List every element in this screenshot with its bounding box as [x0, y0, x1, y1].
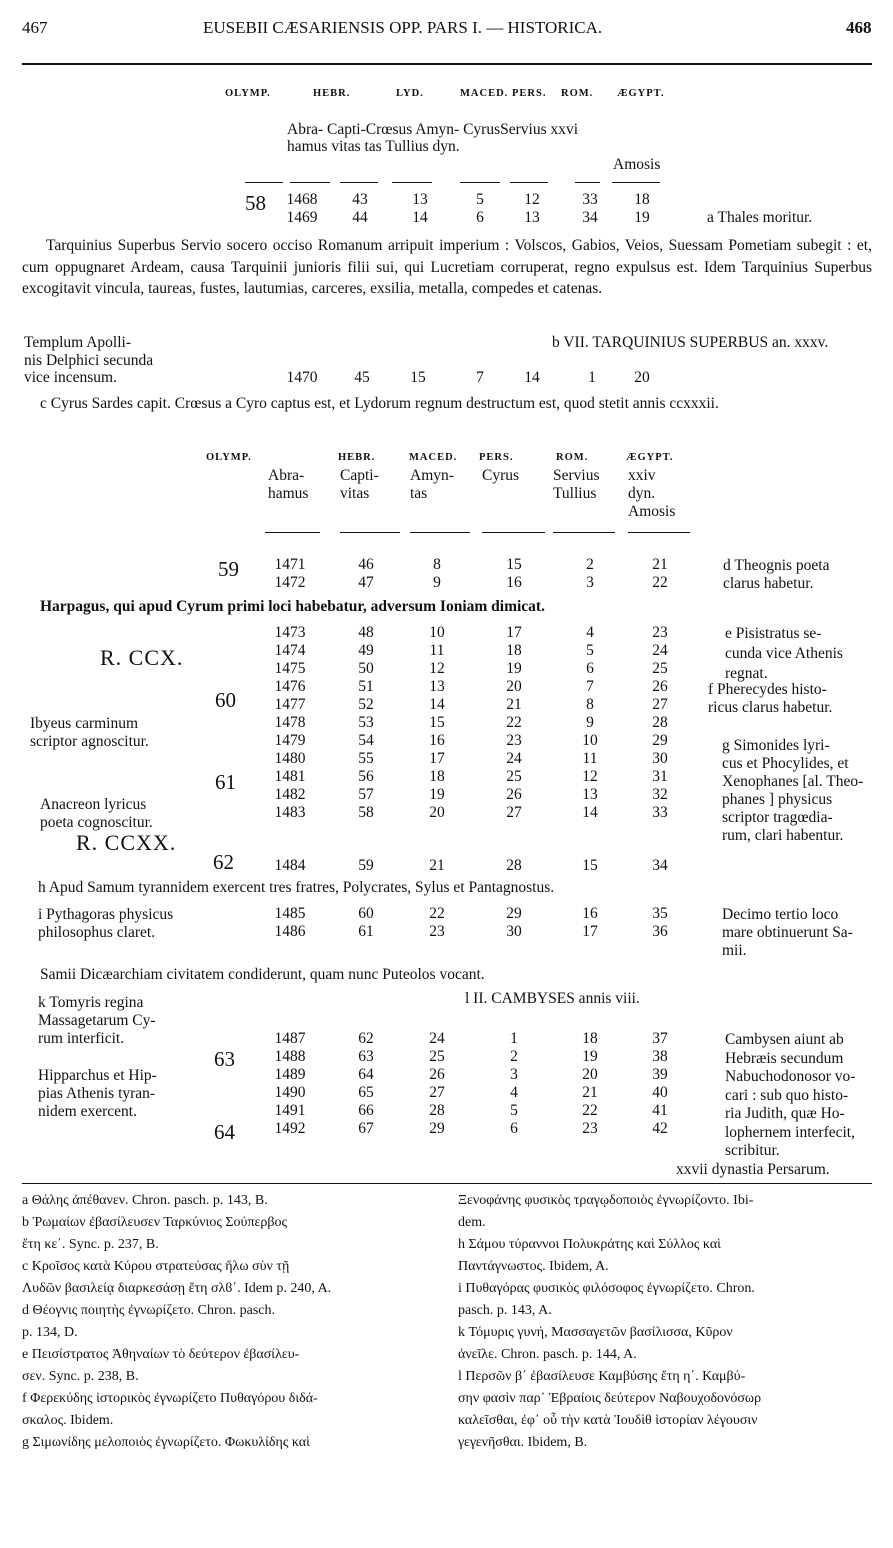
- block3-cell: 49: [358, 642, 374, 659]
- block3-cell: 33: [652, 804, 668, 821]
- table1-rule: [612, 182, 660, 183]
- note-d-line: clarus habetur.: [723, 575, 814, 592]
- row1470-cell: 45: [354, 369, 370, 386]
- block5-cell: 4: [510, 1084, 518, 1101]
- block5-cell: 22: [582, 1102, 598, 1119]
- table2-name: vitas: [340, 485, 370, 502]
- decimo-line: mii.: [722, 942, 747, 959]
- block5-cell: 28: [429, 1102, 445, 1119]
- block5-cell: 26: [429, 1066, 445, 1083]
- footnote-line: i Πυθαγόρας φυσικὸς φιλόσοφος ἐγνωρίζετο. Chron.: [458, 1281, 755, 1296]
- block3-cell: 22: [506, 714, 522, 731]
- table1-rule: [392, 182, 432, 183]
- table2-col-header: MACED.: [409, 452, 458, 463]
- row1470-cell: 15: [410, 369, 426, 386]
- hipparchus-line: Hipparchus et Hip-: [38, 1067, 157, 1084]
- block3-cell: 26: [506, 786, 522, 803]
- header-rule: [22, 63, 872, 65]
- block3-cell: 8: [586, 696, 594, 713]
- table1-cell: 43: [352, 191, 368, 208]
- table2-name: xxiv: [628, 467, 656, 484]
- table2-name: Tullius: [553, 485, 597, 502]
- note-g-line: scriptor tragœdia-: [722, 809, 833, 826]
- table2-cell: 46: [358, 556, 374, 573]
- block5-cell: 18: [582, 1030, 598, 1047]
- cambysen-line: cari : sub quo histo-: [725, 1086, 849, 1104]
- cambysen-line: Nabuchodonosor vo-: [725, 1068, 856, 1085]
- block4-cell: 23: [429, 923, 445, 940]
- table2-olymp: 59: [218, 557, 239, 581]
- block3-cell: 21: [506, 696, 522, 713]
- table1-names-line1: Abra- Capti-Crœsus Amyn- CyrusServius xxvi: [287, 121, 579, 138]
- footnote-line: c Κροῖσος κατὰ Κύρου στρατεύσας ἥλω σὺν τῇ: [22, 1259, 290, 1274]
- row1470-cell: 14: [524, 369, 540, 386]
- pythagoras-line: i Pythagoras physicus: [38, 906, 174, 923]
- table1-names-line2: hamus vitas tas Tullius dyn.: [287, 138, 460, 155]
- table2-col-header: PERS.: [479, 452, 514, 463]
- table2-cell: 8: [433, 556, 441, 573]
- footnote-line: h Σάμου τύραννοι Πολυκράτης καὶ Σύλλος καὶ: [458, 1237, 721, 1252]
- block5-cell: 29: [429, 1120, 445, 1137]
- block4-cell: 16: [582, 905, 598, 922]
- table2-rule: [553, 532, 615, 533]
- note-f-line: ricus clarus habetur.: [708, 699, 833, 716]
- table1-col-header: LYD.: [396, 88, 424, 99]
- note-e-line: e Pisistratus se-: [725, 625, 822, 642]
- block3-cell: 24: [506, 750, 522, 767]
- decimo-line: mare obtinuerunt Sa-: [722, 924, 853, 941]
- block3-cell: 1475: [274, 660, 306, 677]
- block3-cell: 14: [429, 696, 445, 713]
- table2-name: Amyn-: [410, 467, 454, 484]
- table2-name: Servius: [553, 467, 600, 484]
- table2-col-header: ÆGYPT.: [626, 452, 674, 463]
- table2-name: Abra-: [268, 467, 305, 484]
- table1-cell: 13: [524, 209, 540, 226]
- block3-cell: 18: [429, 768, 445, 785]
- block5-cell: 3: [510, 1066, 518, 1083]
- block3-cell: 19: [429, 786, 445, 803]
- block4-cell: 22: [429, 905, 445, 922]
- tomyris-line: Massagetarum Cy-: [38, 1012, 156, 1029]
- cambysen-line: Hebræis secundum: [725, 1049, 844, 1067]
- note-f-line: f Pherecydes histo-: [708, 681, 827, 698]
- block3-cell: 10: [429, 624, 445, 641]
- footnote-line: σεν. Sync. p. 238, B.: [22, 1369, 139, 1384]
- block3-cell: 32: [652, 786, 668, 803]
- anacreon-line: poeta cognoscitur.: [40, 814, 153, 831]
- note-g-line: Xenophanes [al. Theo-: [722, 773, 864, 790]
- block4-cell: 35: [652, 905, 668, 922]
- block3-cell: 20: [506, 678, 522, 695]
- table1-rule: [510, 182, 548, 183]
- block5-cell: 41: [652, 1102, 668, 1119]
- table1-rule: [290, 182, 330, 183]
- cambysen-line: Cambysen aiunt ab: [725, 1031, 844, 1048]
- block3-cell: 18: [506, 642, 522, 659]
- table1-cell: 19: [634, 209, 650, 226]
- footnote-line: Παντάγνωστος. Ibidem, A.: [458, 1259, 609, 1274]
- block3-cell: 1473: [274, 624, 306, 641]
- footnote-line: a Θάλης ἀπέθανεν. Chron. pasch. p. 143, B.: [22, 1193, 268, 1208]
- footnote-line: f Φερεκύδης ἱστορικὸς ἐγνωρίζετο Πυθαγόρου διδά-: [22, 1391, 318, 1406]
- table1-col-header: HEBR.: [313, 88, 351, 99]
- page-number-right: 468: [846, 18, 872, 37]
- block3-cell: 28: [506, 857, 522, 874]
- block5-cell: 1490: [274, 1084, 306, 1101]
- block3-cell: 17: [506, 624, 522, 641]
- cambysen-line: ria Judith, quæ Ho-: [725, 1105, 845, 1122]
- table2-cell: 15: [506, 556, 522, 573]
- block3-cell: 59: [358, 857, 374, 874]
- running-title: EUSEBII CÆSARIENSIS OPP. PARS I. — HISTORICA.: [203, 18, 603, 37]
- block3-cell: 23: [652, 624, 668, 641]
- block3-cell: 56: [358, 768, 374, 785]
- block5-cell: 1491: [274, 1102, 306, 1119]
- block3-cell: 15: [429, 714, 445, 731]
- paragraph-samos: h Apud Samum tyrannidem exercent tres fratres, Polycrates, Sylus et Pantagnostus.: [38, 879, 555, 896]
- block4-cell: 1486: [274, 923, 306, 940]
- block3-cell: 15: [582, 857, 598, 874]
- block5-cell: 42: [652, 1120, 668, 1137]
- block3-cell: 9: [586, 714, 594, 731]
- block5-cell: 62: [358, 1030, 374, 1047]
- block3-cell: 25: [506, 768, 522, 785]
- block3-cell: 11: [429, 642, 445, 659]
- table1-names-line3: Amosis: [613, 156, 661, 173]
- block3-cell: 1474: [274, 642, 306, 659]
- block5-cell: 23: [582, 1120, 598, 1137]
- footnote-line: Ξενοφάνης φυσικὸς τραγῳδοποιὸς ἐγνωρίζοντο. Ibi-: [458, 1193, 754, 1208]
- block3-cell: 30: [652, 750, 668, 767]
- table1-cell: 33: [582, 191, 598, 208]
- table1-col-header: PERS.: [512, 88, 547, 99]
- table2-name: dyn.: [628, 485, 656, 502]
- block5-cell: 66: [358, 1102, 374, 1119]
- olymp-61: 61: [215, 770, 236, 794]
- paragraph-tarquinius: Tarquinius Superbus Servio socero occiso Romanum arripuit imperium : Volscos, Gabios, Veios, Suessam Pometiam subegit : et, cum oppugnaret Ardeam, causa Tarquinii junioris filii sui, qui Lucretiam corruperat, regno expulsus est. Idem Tarquinius Superbus excogitavit vincula, taureas, fustes, lautumias, carceres, exsilia, metalla, compedes et catenas.: [22, 237, 872, 297]
- block3-cell: 1483: [274, 804, 306, 821]
- block3-cell: 54: [358, 732, 374, 749]
- note-d-line: d Theognis poeta: [723, 557, 830, 574]
- cambysen-line: lophernem interfecit,: [725, 1123, 855, 1141]
- footnote-line: e Πεισίστρατος Ἀθηναίων τὸ δεύτερον ἐβασίλευ-: [22, 1347, 300, 1362]
- reign-b: b VII. TARQUINIUS SUPERBUS an. xxxv.: [552, 334, 829, 351]
- tomyris-line: rum interficit.: [38, 1030, 125, 1047]
- olymp-64: 64: [214, 1120, 235, 1144]
- block5-cell: 38: [652, 1048, 668, 1065]
- block4-cell: 30: [506, 923, 522, 940]
- block3-cell: 1480: [274, 750, 306, 767]
- table2-cell: 1471: [274, 556, 306, 573]
- table1-cell: 14: [412, 209, 428, 226]
- block3-cell: 21: [429, 857, 445, 874]
- block5-cell: 20: [582, 1066, 598, 1083]
- row1470-cell: 20: [634, 369, 650, 386]
- pythagoras-line: philosophus claret.: [38, 924, 156, 941]
- footnote-line: b Ῥωμαίων ἐβασίλευσεν Ταρκύνιος Σούπερβος: [22, 1215, 288, 1230]
- table2-rule: [340, 532, 400, 533]
- row1470-cell: 7: [476, 369, 484, 386]
- footnote-line: σην φασὶν παρ᾽ Ἑβραίοις δεύτερον Ναβουχοδονόσωρ: [458, 1391, 762, 1406]
- block5-cell: 1487: [274, 1030, 306, 1047]
- block5-cell: 37: [652, 1030, 668, 1047]
- block4-cell: 17: [582, 923, 598, 940]
- block3-cell: 29: [652, 732, 668, 749]
- block5-cell: 1489: [274, 1066, 306, 1083]
- block5-cell: 40: [652, 1084, 668, 1101]
- block3-cell: 48: [358, 624, 374, 641]
- block3-cell: 14: [582, 804, 598, 821]
- block3-cell: 53: [358, 714, 374, 731]
- table1-cell: 34: [582, 209, 598, 226]
- footnote-line: ἀνεῖλε. Chron. pasch. p. 144, A.: [458, 1347, 637, 1362]
- regnum-ccx: R. CCX.: [100, 645, 184, 670]
- table1-cell: 18: [634, 191, 650, 208]
- anacreon-line: Anacreon lyricus: [40, 796, 147, 813]
- footnote-line: l Περσῶν β΄ ἐβασίλευσε Καμβύσης ἔτη η΄. Καμβύ-: [458, 1369, 746, 1384]
- block5-cell: 21: [582, 1084, 598, 1101]
- row1470-cell: 1: [588, 369, 596, 386]
- block3-cell: 13: [582, 786, 598, 803]
- olymp-62: 62: [213, 850, 234, 874]
- hipparchus-line: nidem exercent.: [38, 1103, 137, 1120]
- table2-name: hamus: [268, 485, 309, 502]
- block5-cell: 67: [358, 1120, 374, 1137]
- footnote-rule: [22, 1183, 872, 1184]
- table2-cell: 2: [586, 556, 594, 573]
- block3-cell: 52: [358, 696, 374, 713]
- block4-cell: 29: [506, 905, 522, 922]
- block3-cell: 55: [358, 750, 374, 767]
- block3-cell: 10: [582, 732, 598, 749]
- table2-rule: [628, 532, 690, 533]
- block3-cell: 16: [429, 732, 445, 749]
- block5-cell: 24: [429, 1030, 445, 1047]
- block3-cell: 13: [429, 678, 445, 695]
- decimo-line: Decimo tertio loco: [722, 906, 839, 923]
- block5-cell: 27: [429, 1084, 445, 1101]
- block3-cell: 58: [358, 804, 374, 821]
- block3-cell: 31: [652, 768, 668, 785]
- table2-name: Capti-: [340, 467, 379, 484]
- block3-cell: 7: [586, 678, 594, 695]
- olymp-60: 60: [215, 688, 236, 712]
- regnum-ccxx: R. CCXX.: [76, 830, 177, 855]
- note-a: a Thales moritur.: [707, 209, 813, 226]
- block3-cell: 12: [582, 768, 598, 785]
- table1-cell: 1469: [286, 209, 318, 226]
- table1-cell: 1468: [286, 191, 318, 208]
- table1-rule: [460, 182, 500, 183]
- block3-cell: 27: [652, 696, 668, 713]
- table2-cell: 3: [586, 574, 594, 591]
- block5-cell: 63: [358, 1048, 374, 1065]
- note-e-line: cunda vice Athenis: [725, 645, 843, 662]
- block3-cell: 1476: [274, 678, 306, 695]
- block3-cell: 51: [358, 678, 374, 695]
- block4-cell: 60: [358, 905, 374, 922]
- block5-cell: 1492: [274, 1120, 306, 1137]
- footnote-line: d Θέογνις ποιητὴς ἐγνωρίζετο. Chron. pasch.: [22, 1303, 276, 1318]
- table2-cell: 1472: [274, 574, 306, 591]
- block3-cell: 4: [586, 624, 594, 641]
- table1-rule: [575, 182, 600, 183]
- harpagus-line: Harpagus, qui apud Cyrum primi loci habebatur, adversum Ioniam dimicat.: [40, 598, 545, 615]
- table2-col-header: ROM.: [556, 452, 589, 463]
- table1-olymp: 58: [245, 191, 266, 215]
- block5-cell: 1: [510, 1030, 518, 1047]
- block5-cell: 2: [510, 1048, 518, 1065]
- block4-cell: 36: [652, 923, 668, 940]
- block3-cell: 12: [429, 660, 445, 677]
- note-g-line: g Simonides lyri-: [722, 737, 830, 754]
- block5-cell: 1488: [274, 1048, 306, 1065]
- block3-cell: 34: [652, 857, 668, 874]
- block3-cell: 28: [652, 714, 668, 731]
- block3-cell: 19: [506, 660, 522, 677]
- footnote-line: ἔτη κε΄. Sync. p. 237, B.: [22, 1237, 159, 1252]
- block5-cell: 19: [582, 1048, 598, 1065]
- footnote-line: Λυδῶν βασιλείᾳ διαρκεσάσῃ ἔτη σλϐ΄. Idem p. 240, A.: [22, 1281, 332, 1296]
- block3-cell: 1482: [274, 786, 306, 803]
- note-e-line: regnat.: [725, 665, 768, 682]
- table1-cell: 5: [476, 191, 484, 208]
- block5-cell: 6: [510, 1120, 518, 1137]
- table1-cell: 13: [412, 191, 428, 208]
- templum-line: Templum Apolli-: [24, 334, 131, 351]
- block3-cell: 26: [652, 678, 668, 695]
- table2-rule: [482, 532, 545, 533]
- table2-name: Amosis: [628, 503, 676, 520]
- templum-line: nis Delphici secunda: [24, 351, 154, 369]
- paragraph-cyrus: c Cyrus Sardes capit. Crœsus a Cyro captus est, et Lydorum regnum destructum est, quod stetit annis ccxxxii.: [40, 395, 719, 412]
- block3-cell: 11: [582, 750, 598, 767]
- table1-rule: [245, 182, 283, 183]
- block3-cell: 57: [358, 786, 374, 803]
- block3-cell: 23: [506, 732, 522, 749]
- table2-name: Cyrus: [482, 467, 520, 484]
- reign-l: l II. CAMBYSES annis viii.: [465, 990, 640, 1007]
- table2-rule: [410, 532, 470, 533]
- table2-cell: 21: [652, 556, 668, 573]
- note-g-line: rum, clari habentur.: [722, 827, 844, 844]
- table2-col-header: OLYMP.: [206, 452, 252, 463]
- olymp-63: 63: [214, 1047, 235, 1071]
- note-g-line: phanes ] physicus: [722, 791, 833, 808]
- table1-col-header: ROM.: [561, 88, 594, 99]
- block5-cell: 39: [652, 1066, 668, 1083]
- table1-rule: [340, 182, 378, 183]
- page-number-left: 467: [22, 18, 48, 37]
- table2-cell: 47: [358, 574, 374, 591]
- table1-col-header: ÆGYPT.: [617, 88, 665, 99]
- samii-line: Samii Dicæarchiam civitatem condiderunt, quam nunc Puteolos vocant.: [40, 966, 485, 983]
- table2-name: tas: [410, 485, 428, 502]
- block3-cell: 25: [652, 660, 668, 677]
- block3-cell: 50: [358, 660, 374, 677]
- footnotes-left: [22, 1190, 432, 1454]
- block5-cell: 5: [510, 1102, 518, 1119]
- templum-line: vice incensum.: [24, 369, 117, 386]
- footnote-line: καλεῖσθαι, ἐφ᾽ οὗ τὴν κατὰ Ἰουδὶθ ἱστορίαν λέγουσιν: [458, 1413, 758, 1428]
- block3-cell: 17: [429, 750, 445, 767]
- table1-cell: 12: [524, 191, 540, 208]
- block3-cell: 6: [586, 660, 594, 677]
- footnote-line: σκαλος. Ibidem.: [22, 1413, 114, 1428]
- block3-cell: 24: [652, 642, 668, 659]
- cambysen-line: scribitur.: [725, 1142, 780, 1159]
- table2-col-header: HEBR.: [338, 452, 376, 463]
- block3-cell: 27: [506, 804, 522, 821]
- block3-cell: 1484: [274, 857, 306, 874]
- block5-cell: 65: [358, 1084, 374, 1101]
- row1470-cell: 1470: [286, 369, 318, 386]
- footnote-line: k Τόμυρις γυνή, Μασσαγετῶν βασίλισσα, Κῦρον: [458, 1325, 733, 1340]
- footnote-line: pasch. p. 143, A.: [458, 1303, 552, 1318]
- footnote-line: g Σιμωνίδης μελοποιὸς ἐγνωρίζετο. Φωκυλίδης καὶ: [22, 1435, 310, 1450]
- note-g-line: cus et Phocylides, et: [722, 755, 849, 772]
- footnotes-right: [458, 1190, 868, 1454]
- table2-cell: 16: [506, 574, 522, 591]
- ibyeus-line: Ibyeus carminum: [30, 715, 139, 732]
- footnote-line: dem.: [458, 1215, 486, 1230]
- dynastia-line: xxvii dynastia Persarum.: [676, 1161, 830, 1178]
- table2-rule: [265, 532, 320, 533]
- block3-cell: 20: [429, 804, 445, 821]
- table1-col-header: MACED.: [460, 88, 509, 99]
- block3-cell: 1478: [274, 714, 306, 731]
- table2-cell: 9: [433, 574, 441, 591]
- block4-cell: 1485: [274, 905, 306, 922]
- table1-cell: 6: [476, 209, 484, 226]
- tomyris-line: k Tomyris regina: [38, 994, 144, 1011]
- block3-cell: 1481: [274, 768, 306, 785]
- block4-cell: 61: [358, 923, 374, 940]
- hipparchus-line: pias Athenis tyran-: [38, 1085, 156, 1102]
- footnote-line: p. 134, D.: [22, 1325, 78, 1340]
- table1-col-header: OLYMP.: [225, 88, 271, 99]
- table1-cell: 44: [352, 209, 368, 226]
- footnote-line: γεγενῆσθαι. Ibidem, B.: [458, 1435, 588, 1450]
- ibyeus-line: scriptor agnoscitur.: [30, 733, 149, 750]
- block3-cell: 5: [586, 642, 594, 659]
- block3-cell: 1477: [274, 696, 306, 713]
- block3-cell: 1479: [274, 732, 306, 749]
- block5-cell: 25: [429, 1048, 445, 1065]
- table2-cell: 22: [652, 574, 668, 591]
- block5-cell: 64: [358, 1066, 374, 1083]
